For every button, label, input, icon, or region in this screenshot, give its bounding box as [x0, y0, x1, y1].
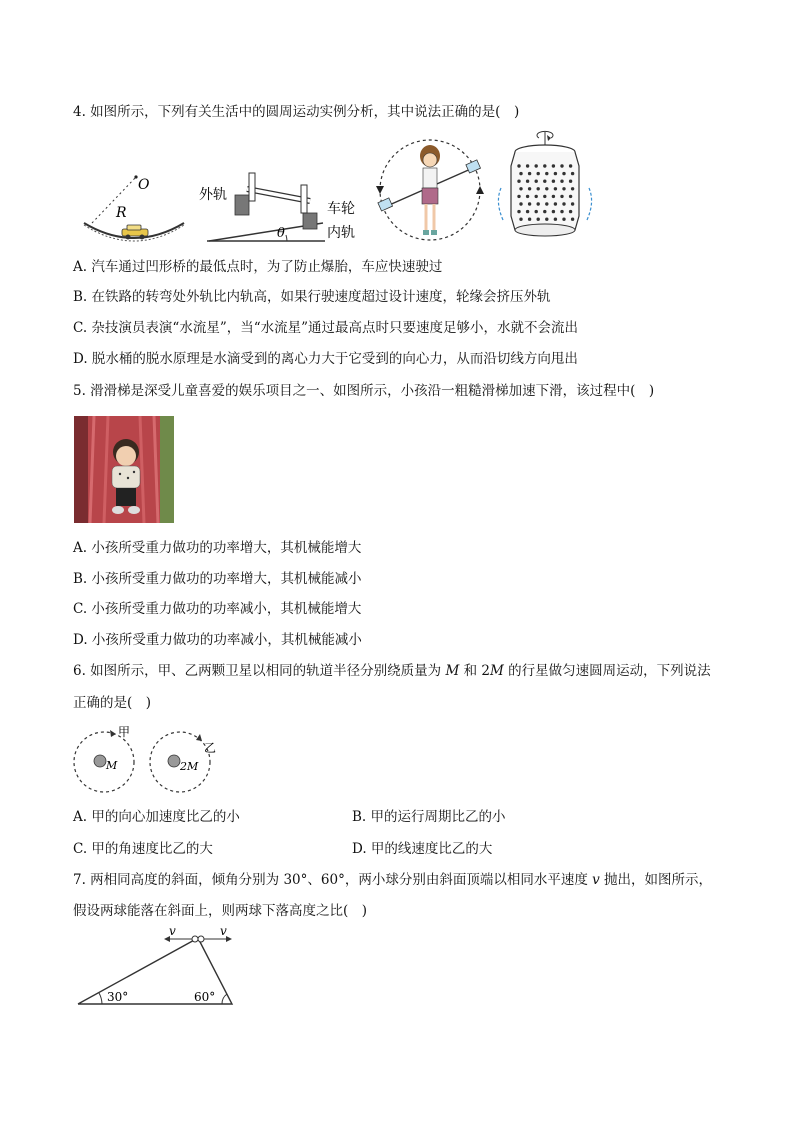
q4-label-center: O [138, 177, 150, 193]
q4-label-angle: θ [277, 226, 285, 241]
q4-label-radius: R [116, 205, 127, 221]
q4-option-b: B. 在铁路的转弯处外轨比内轨高，如果行驶速度超过设计速度，轮缘会挤压外轨 [73, 289, 551, 305]
q6-label-sat-b: 乙 [204, 741, 217, 755]
q7-figure-inclines [76, 926, 236, 1008]
q5-option-a: A. 小孩所受重力做功的功率增大，其机械能增大 [73, 540, 362, 556]
q4-figure-spin-dryer [495, 130, 595, 245]
q6-stem-line1: 6. 如图所示，甲、乙两颗卫星以相同的轨道半径分别绕质量为 𝑀 和 2𝑀 的行星做匀速圆周运动，下列说法 [73, 663, 711, 679]
performer-icon [420, 145, 440, 235]
q4-label-outer-rail: 外轨 [199, 187, 227, 203]
q6-label-mass-a: M [106, 759, 118, 772]
q5-photo-slide [74, 416, 174, 523]
q5-option-d: D. 小孩所受重力做功的功率减小，其机械能减小 [73, 632, 362, 648]
q7-stem-line2: 假设两球能落在斜面上，则两球下落高度之比( ) [73, 903, 368, 919]
q6-option-d: D. 甲的线速度比乙的大 [352, 841, 493, 857]
q6-label-sat-a: 甲 [118, 725, 131, 739]
q7-label-v-left: v [169, 924, 176, 938]
q6-stem-line2: 正确的是( ) [73, 695, 152, 711]
q6-option-a: A. 甲的向心加速度比乙的小 [73, 809, 240, 825]
q5-option-b: B. 小孩所受重力做功的功率增大，其机械能减小 [73, 571, 362, 587]
q4-option-d: D. 脱水桶的脱水原理是水滴受到的离心力大于它受到的向心力，从而沿切线方向甩出 [73, 351, 578, 367]
q4-stem: 4. 如图所示，下列有关生活中的圆周运动实例分析，其中说法正确的是( ) [73, 104, 520, 120]
q4-option-a: A. 汽车通过凹形桥的最低点时，为了防止爆胎，车应快速驶过 [73, 259, 443, 275]
q4-figure-water-meteor [375, 138, 485, 243]
q6-figure-orbits [70, 724, 230, 796]
q7-label-v-right: v [220, 924, 227, 938]
q4-option-c: C. 杂技演员表演“水流星”，当“水流星”通过最高点时只要速度足够小，水就不会流出 [73, 320, 579, 336]
child-icon [112, 439, 140, 514]
q7-stem-line1: 7. 两相同高度的斜面，倾角分别为 30°、60°，两小球分别由斜面顶端以相同水平速度 𝑣 抛出，如图所示， [73, 872, 713, 888]
q4-figure-bridge [80, 165, 190, 245]
q7-label-angle-right: 60° [194, 990, 216, 1004]
q7-label-angle-left: 30° [107, 990, 129, 1004]
q4-label-inner-rail: 内轨 [327, 225, 355, 241]
q4-figure-rail [195, 165, 365, 245]
q6-label-mass-b: 2M [180, 760, 199, 773]
q4-label-wheel: 车轮 [327, 201, 355, 217]
q6-option-c: C. 甲的角速度比乙的大 [73, 841, 213, 857]
q6-option-b: B. 甲的运行周期比乙的小 [352, 809, 506, 825]
q5-option-c: C. 小孩所受重力做功的功率减小，其机械能增大 [73, 601, 362, 617]
q5-stem: 5. 滑滑梯是深受儿童喜爱的娱乐项目之一、如图所示，小孩沿一粗糙滑梯加速下滑，该过程中( ) [73, 383, 655, 399]
